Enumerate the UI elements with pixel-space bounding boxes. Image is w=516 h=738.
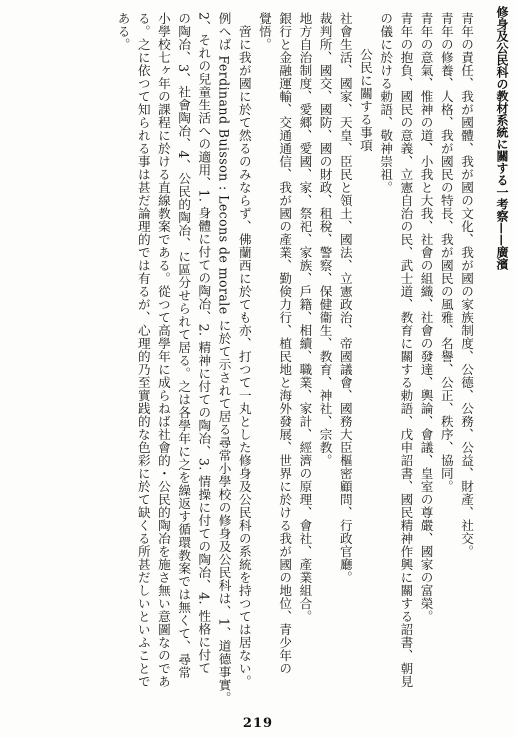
text-line: 裁判所、國交、國防、國の財政、租稅、警察、保健衞生、教育、神社、宗教。 (317, 12, 333, 467)
section-heading: 公民に關する事項 (357, 48, 373, 152)
page-number: 219 (242, 716, 274, 731)
text-line: 銀行と金融運輸、交通通信、我が國の產業、勤倹力行、植民地と海外發展、世界に於ける我が國の地位、青少年の (277, 12, 293, 675)
text-line: 青年の意氣、惟神の道、小我と大我、社會の組織、社會の發達、輿論、會議、皇室の尊嚴、國家の富榮。 (418, 12, 434, 623)
text-line: る。之に依つて知られる事は甚だ論理的では有るが、心理的乃至實践的な色彩に於て缺くる所甚だしいといふことで (135, 12, 151, 688)
text-line: 2、それの兒童生活への適用、1. 身體に付ての陶冶、2. 精神に付ての陶冶、3. 情操に付ての陶冶、4. 性格に付て (196, 12, 212, 675)
text-line: の儀に於ける勅語、敬神崇祖。 (378, 12, 394, 194)
running-head: 修身及公民科の教材系統に關する一考察——廣濱 (495, 6, 509, 270)
text-line: 社會生活、國家、天皇、臣民と領土、國法、立憲政治、帝國議會、國務大臣樞密顧問、行政官廳。 (337, 12, 353, 584)
text-line: 小學校七ヶ年の課程に於ける直線教案である。從つて高學年に成らねば社會的・公民的陶冶を施さ無い意圖なのであ (155, 12, 171, 688)
text-line: 地方自治制度、愛郷、愛國、家、祭祀、家族、戶籍、相續、職業、家計、經濟の原理、會社、產業組合。 (297, 12, 313, 623)
text-line: 青年の責任、我が國體、我が國の文化、我が國の家族制度、公德、公務、公益、財產、社交。 (459, 12, 474, 558)
text-line: 青年の抱負、國民の意義、立憲自治の民、武士道、教育に關する勅語、戊申詔書、國民精神作興に關する詔書、朝見 (398, 12, 414, 688)
text-line: 例へば Ferdinand Buisson : Lecons de morale に於て示されて居る尋常小學校の修身及公民科は、1、道德事實。 (216, 12, 232, 705)
text-line: 覺悟。 (256, 12, 272, 51)
text-line: 青年の修養、人格、我が國民の特長、我が國民の風雅、名譽、公正、秩序、協同。 (438, 12, 454, 493)
text-line: の陶冶、3、社會陶冶、4、公民的陶冶、に區分せられて居る。之は各學年に之を繰返す循環教案では無くて、尋常 (176, 12, 192, 679)
body-text (8, 12, 476, 712)
text-line: 啻に我が國に於て然るのみならず、佛蘭西に於ても亦、打つて一丸とした修身及公民科の系統を持つては居ない。 (236, 25, 252, 688)
text-line: ある。 (115, 12, 131, 51)
